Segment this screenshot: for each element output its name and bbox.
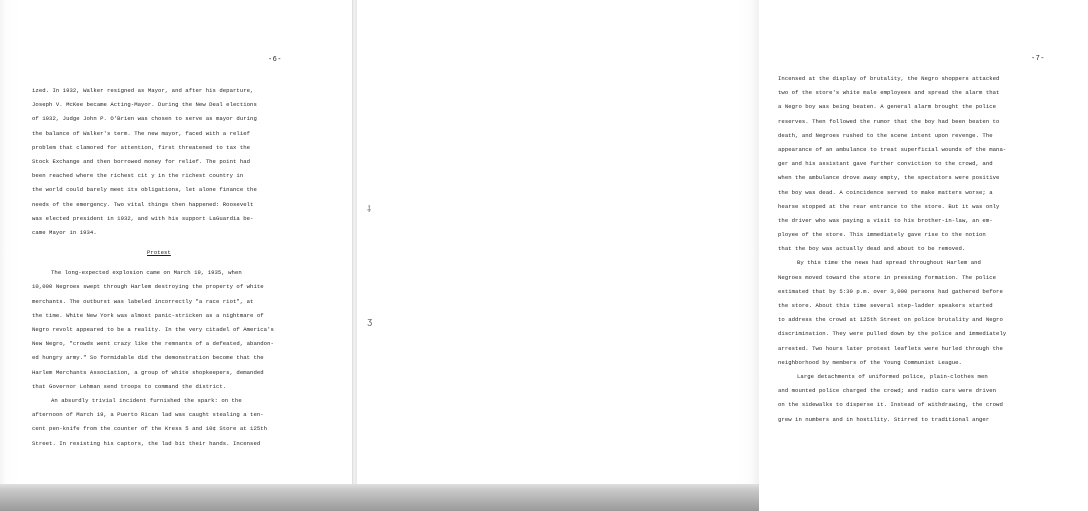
right-page-number: -7- <box>1031 55 1045 63</box>
staple-mark-icon: ⸸ <box>367 205 372 215</box>
left-page-text-body <box>32 84 332 451</box>
text-line: the world could barely meet its obligations, let alone finance the <box>32 186 257 194</box>
text-line: Street. In resisting his captors, the lad bit their hands. Incensed <box>32 439 261 447</box>
text-line: hearse stopped at the rear entrance to the store. But it was only <box>778 202 1000 210</box>
text-line: Negroes moved toward the store in pressing formation. The police <box>778 273 997 281</box>
text-line: problem that clamored for attention, first threatened to tax the <box>32 143 251 151</box>
text-line: the driver who was paying a visit to his brother-in-law, an em- <box>778 216 993 224</box>
text-line: and mounted police charged the crowd; and radio cars were driven <box>778 387 997 395</box>
text-line: Negro revolt appeared to be a reality. In the very citadel of America's <box>32 326 274 333</box>
text-line: discrimination. They were pulled down by the police and immediately <box>778 330 1007 338</box>
text-line: arrested. Two hours later protest leaflets were hurled through the <box>778 344 1003 352</box>
staple-mark-icon: ʒ <box>367 317 373 327</box>
text-line: The long-expected explosion came on March 19, 1935, when <box>51 269 242 277</box>
text-line: a Negro boy was being beaten. A general alarm brought the police <box>778 103 997 111</box>
text-line: neighborhood by members of the Young Communist League. <box>778 358 962 366</box>
text-line: Joseph V. McKee became Acting-Mayor. During the New Deal elections <box>32 101 257 109</box>
right-page <box>357 0 1045 484</box>
text-line: that Governor Lehman send troops to command the district. <box>32 382 227 390</box>
text-line: Stock Exchange and then borrowed money for relief. The point had <box>32 157 251 165</box>
text-line: appearance of an ambulance to treat superficial wounds of the mana- <box>778 145 1007 153</box>
text-line: the boy was dead. A coincidence served to make matters worse; a <box>778 188 993 196</box>
text-line: on the sidewalks to disperse it. Instead of withdrawing, the crowd <box>778 401 1003 409</box>
text-line: the store. About this time several step-ladder speakers started <box>778 302 993 309</box>
text-line: By this time the news had spread throughout Harlem and <box>797 259 981 267</box>
scan-bottom-edge <box>0 484 759 511</box>
text-line: Harlem Merchants Association, a group of white shopkeepers, demanded <box>32 368 264 376</box>
text-line: New Negro, "crowds went crazy like the remnants of a defeated, abandon- <box>32 340 274 348</box>
text-line: two of the store's white male employees and spread the alarm that <box>778 89 1000 97</box>
text-line: Incensed at the display of brutality, the Negro shoppers attacked <box>778 75 1000 82</box>
text-line: Large detachments of uniformed police, plain-clothes men <box>797 372 988 380</box>
text-line: merchants. The outburst was labeled incorrectly "a race riot", at <box>32 297 254 305</box>
text-line: ed hungry army." So formidable did the demonstration become that the <box>32 354 264 362</box>
left-page <box>0 0 352 484</box>
text-line: to address the crowd at 125th Street on police brutality and Negro <box>778 316 1003 324</box>
text-line: ployee of the store. This immediately gave rise to the notion <box>778 231 986 239</box>
text-line: came Mayor in 1934. <box>32 228 97 236</box>
text-line: been reached where the richest cit y in the richest country in <box>32 172 244 180</box>
left-page-number: -6- <box>268 56 282 64</box>
text-line: cent pen-knife from the counter of the Kress 5 and 10¢ Store at 125th <box>32 425 268 433</box>
text-line: afternoon of March 19, a Puerto Rican lad was caught stealing a ten- <box>32 411 264 419</box>
text-line: that the boy was actually dead and about to be removed. <box>778 245 966 253</box>
text-line: grew in numbers and in hostility. Stirred to traditional anger <box>778 415 990 423</box>
section-heading: Protest <box>147 249 171 257</box>
text-line: the balance of Walker's term. The new mayor, faced with a relief <box>32 129 251 137</box>
text-line: ized. In 1932, Walker resigned as Mayor, and after his departure, <box>32 87 254 94</box>
text-line: estimated that by 5:30 p.m. over 3,000 persons had gathered before <box>778 287 1003 295</box>
text-line: when the ambulance drove away empty, the spectators were positive <box>778 174 1000 182</box>
right-page-text-body <box>778 72 1088 427</box>
text-line: was elected president in 1932, and with his support LaGuardia be- <box>32 214 254 222</box>
text-line: needs of the emergency. Two vital things then happened: Roosevelt <box>32 200 254 208</box>
text-line: reserves. Then followed the rumor that the boy had been beaten to <box>778 117 1000 125</box>
text-line: ger and his assistant gave further conviction to the crowd, and <box>778 160 993 168</box>
text-line: An absurdly trivial incident furnished the spark: on the <box>51 396 242 404</box>
text-line: 10,000 Negroes swept through Harlem destroying the property of white <box>32 283 264 291</box>
text-line: the time. White New York was almost panic-stricken as a nightmare of <box>32 311 264 319</box>
text-line: of 1932, Judge John P. O'Brien was chosen to serve as mayor during <box>32 115 257 123</box>
text-line: death, and Negroes rushed to the scene intent upon revenge. The <box>778 131 993 139</box>
